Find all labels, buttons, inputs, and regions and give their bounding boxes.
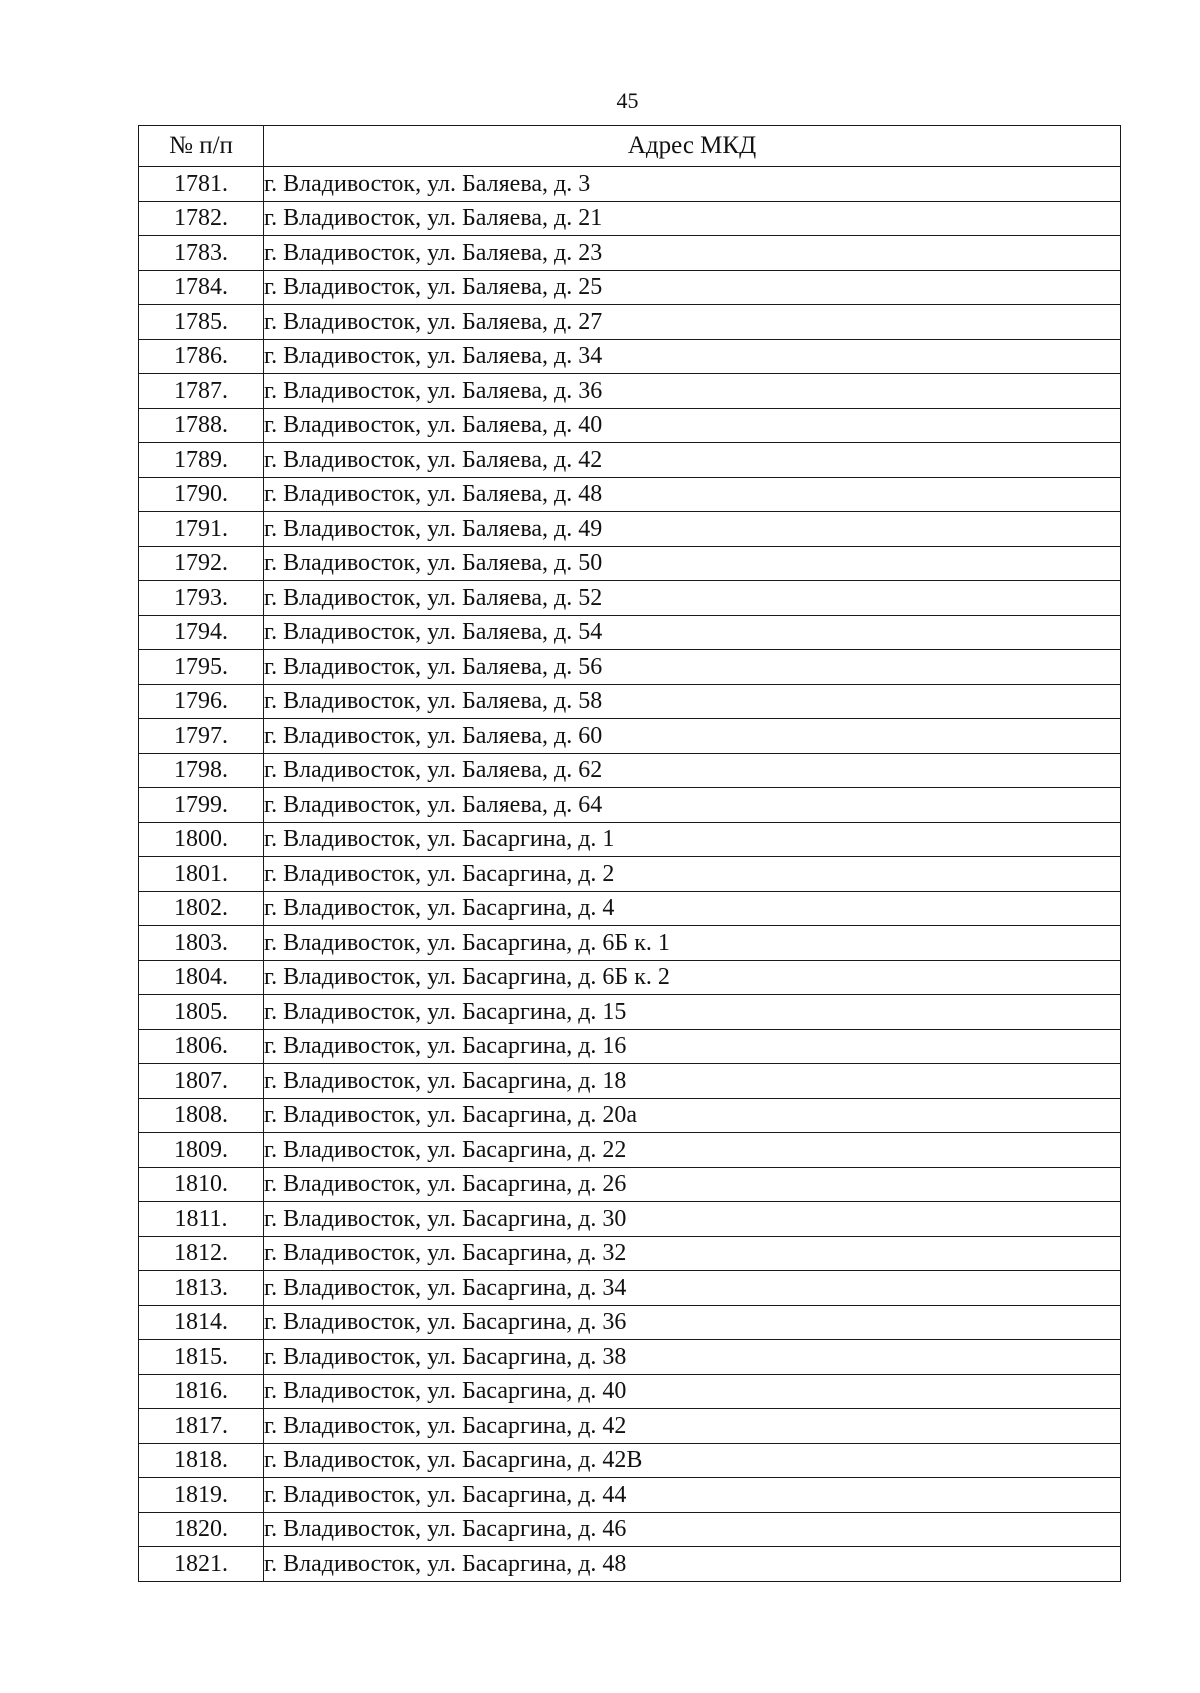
table-row <box>139 167 1121 202</box>
address-cell: г. Владивосток, ул. Басаргина, д. 6Б к. 1 <box>264 926 1121 961</box>
table-row <box>139 891 1121 926</box>
address-cell: г. Владивосток, ул. Басаргина, д. 32 <box>264 1236 1121 1271</box>
row-number-cell: 1806. <box>139 1029 264 1064</box>
row-number-cell: 1789. <box>139 443 264 478</box>
address-cell: г. Владивосток, ул. Баляева, д. 50 <box>264 546 1121 581</box>
table-row <box>139 1443 1121 1478</box>
address-cell: г. Владивосток, ул. Баляева, д. 25 <box>264 270 1121 305</box>
address-cell: г. Владивосток, ул. Басаргина, д. 4 <box>264 891 1121 926</box>
row-number-cell: 1787. <box>139 374 264 409</box>
table-row <box>139 1478 1121 1513</box>
address-cell: г. Владивосток, ул. Басаргина, д. 46 <box>264 1512 1121 1547</box>
table-row <box>139 1098 1121 1133</box>
table-row <box>139 201 1121 236</box>
table-row <box>139 1064 1121 1099</box>
table-row <box>139 926 1121 961</box>
address-cell: г. Владивосток, ул. Басаргина, д. 36 <box>264 1305 1121 1340</box>
address-cell: г. Владивосток, ул. Басаргина, д. 48 <box>264 1547 1121 1582</box>
address-cell: г. Владивосток, ул. Басаргина, д. 18 <box>264 1064 1121 1099</box>
page-number: 45 <box>616 88 639 113</box>
table-row <box>139 1340 1121 1375</box>
row-number-cell: 1802. <box>139 891 264 926</box>
table-row <box>139 753 1121 788</box>
table-body <box>139 167 1121 1582</box>
address-cell: г. Владивосток, ул. Басаргина, д. 20а <box>264 1098 1121 1133</box>
row-number-cell: 1800. <box>139 822 264 857</box>
table-row <box>139 1029 1121 1064</box>
table-row <box>139 408 1121 443</box>
row-number-cell: 1812. <box>139 1236 264 1271</box>
table-row <box>139 477 1121 512</box>
row-number-cell: 1810. <box>139 1167 264 1202</box>
row-number-cell: 1819. <box>139 1478 264 1513</box>
table-row <box>139 822 1121 857</box>
row-number-cell: 1807. <box>139 1064 264 1099</box>
row-number-cell: 1791. <box>139 512 264 547</box>
row-number-cell: 1808. <box>139 1098 264 1133</box>
address-cell: г. Владивосток, ул. Баляева, д. 60 <box>264 719 1121 754</box>
address-cell: г. Владивосток, ул. Баляева, д. 40 <box>264 408 1121 443</box>
address-cell: г. Владивосток, ул. Баляева, д. 48 <box>264 477 1121 512</box>
row-number-cell: 1786. <box>139 339 264 374</box>
table-row <box>139 443 1121 478</box>
table-row <box>139 1202 1121 1237</box>
table-row <box>139 995 1121 1030</box>
row-number-cell: 1803. <box>139 926 264 961</box>
table-row <box>139 270 1121 305</box>
table-row <box>139 1547 1121 1582</box>
table-row <box>139 546 1121 581</box>
address-cell: г. Владивосток, ул. Басаргина, д. 2 <box>264 857 1121 892</box>
row-number-cell: 1801. <box>139 857 264 892</box>
row-number-cell: 1813. <box>139 1271 264 1306</box>
row-number-cell: 1788. <box>139 408 264 443</box>
address-cell: г. Владивосток, ул. Баляева, д. 58 <box>264 684 1121 719</box>
address-cell: г. Владивосток, ул. Баляева, д. 36 <box>264 374 1121 409</box>
table-row <box>139 1374 1121 1409</box>
address-cell: г. Владивосток, ул. Басаргина, д. 16 <box>264 1029 1121 1064</box>
row-number-cell: 1797. <box>139 719 264 754</box>
address-cell: г. Владивосток, ул. Басаргина, д. 42В <box>264 1443 1121 1478</box>
address-cell: г. Владивосток, ул. Басаргина, д. 40 <box>264 1374 1121 1409</box>
row-number-cell: 1815. <box>139 1340 264 1375</box>
header-num: № п/п <box>139 126 264 167</box>
row-number-cell: 1816. <box>139 1374 264 1409</box>
row-number-cell: 1804. <box>139 960 264 995</box>
table-row <box>139 960 1121 995</box>
row-number-cell: 1814. <box>139 1305 264 1340</box>
address-cell: г. Владивосток, ул. Баляева, д. 3 <box>264 167 1121 202</box>
row-number-cell: 1795. <box>139 650 264 685</box>
row-number-cell: 1817. <box>139 1409 264 1444</box>
address-cell: г. Владивосток, ул. Басаргина, д. 44 <box>264 1478 1121 1513</box>
address-cell: г. Владивосток, ул. Басаргина, д. 26 <box>264 1167 1121 1202</box>
address-cell: г. Владивосток, ул. Басаргина, д. 34 <box>264 1271 1121 1306</box>
header-address: Адрес МКД <box>264 126 1121 167</box>
address-cell: г. Владивосток, ул. Баляева, д. 23 <box>264 236 1121 271</box>
row-number-cell: 1781. <box>139 167 264 202</box>
row-number-cell: 1811. <box>139 1202 264 1237</box>
table-row <box>139 1236 1121 1271</box>
row-number-cell: 1785. <box>139 305 264 340</box>
table-row <box>139 581 1121 616</box>
row-number-cell: 1782. <box>139 201 264 236</box>
table-row <box>139 1167 1121 1202</box>
address-cell: г. Владивосток, ул. Баляева, д. 62 <box>264 753 1121 788</box>
address-cell: г. Владивосток, ул. Баляева, д. 34 <box>264 339 1121 374</box>
row-number-cell: 1798. <box>139 753 264 788</box>
address-cell: г. Владивосток, ул. Баляева, д. 52 <box>264 581 1121 616</box>
table-row <box>139 857 1121 892</box>
row-number-cell: 1794. <box>139 615 264 650</box>
table-row <box>139 615 1121 650</box>
mkd-address-table <box>138 125 1121 1582</box>
table-row <box>139 1409 1121 1444</box>
table-row <box>139 719 1121 754</box>
address-cell: г. Владивосток, ул. Басаргина, д. 30 <box>264 1202 1121 1237</box>
table-row <box>139 374 1121 409</box>
row-number-cell: 1796. <box>139 684 264 719</box>
table-row <box>139 1512 1121 1547</box>
address-cell: г. Владивосток, ул. Басаргина, д. 38 <box>264 1340 1121 1375</box>
row-number-cell: 1809. <box>139 1133 264 1168</box>
row-number-cell: 1805. <box>139 995 264 1030</box>
row-number-cell: 1820. <box>139 1512 264 1547</box>
table-row <box>139 305 1121 340</box>
address-cell: г. Владивосток, ул. Басаргина, д. 42 <box>264 1409 1121 1444</box>
row-number-cell: 1784. <box>139 270 264 305</box>
address-cell: г. Владивосток, ул. Басаргина, д. 15 <box>264 995 1121 1030</box>
row-number-cell: 1818. <box>139 1443 264 1478</box>
table-row <box>139 1133 1121 1168</box>
table-row <box>139 1271 1121 1306</box>
row-number-cell: 1783. <box>139 236 264 271</box>
address-cell: г. Владивосток, ул. Басаргина, д. 6Б к. 2 <box>264 960 1121 995</box>
table-header-row <box>139 126 1121 167</box>
row-number-cell: 1793. <box>139 581 264 616</box>
table-row <box>139 1305 1121 1340</box>
address-cell: г. Владивосток, ул. Баляева, д. 21 <box>264 201 1121 236</box>
address-cell: г. Владивосток, ул. Баляева, д. 42 <box>264 443 1121 478</box>
table-row <box>139 512 1121 547</box>
table-row <box>139 684 1121 719</box>
table-row <box>139 236 1121 271</box>
address-cell: г. Владивосток, ул. Баляева, д. 49 <box>264 512 1121 547</box>
row-number-cell: 1790. <box>139 477 264 512</box>
address-cell: г. Владивосток, ул. Баляева, д. 56 <box>264 650 1121 685</box>
address-cell: г. Владивосток, ул. Баляева, д. 27 <box>264 305 1121 340</box>
table-row <box>139 650 1121 685</box>
address-cell: г. Владивосток, ул. Баляева, д. 54 <box>264 615 1121 650</box>
row-number-cell: 1792. <box>139 546 264 581</box>
table-row <box>139 788 1121 823</box>
table-row <box>139 339 1121 374</box>
row-number-cell: 1821. <box>139 1547 264 1582</box>
address-cell: г. Владивосток, ул. Баляева, д. 64 <box>264 788 1121 823</box>
address-cell: г. Владивосток, ул. Басаргина, д. 1 <box>264 822 1121 857</box>
row-number-cell: 1799. <box>139 788 264 823</box>
address-cell: г. Владивосток, ул. Басаргина, д. 22 <box>264 1133 1121 1168</box>
